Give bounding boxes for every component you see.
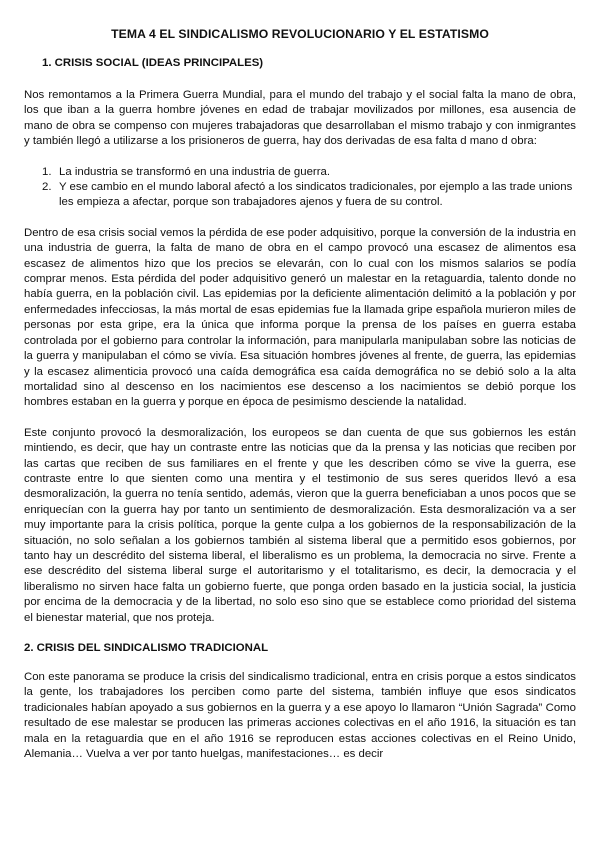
section-crisis-social (24, 56, 576, 626)
section-heading: 1. CRISIS SOCIAL (IDEAS PRINCIPALES) (42, 57, 264, 69)
section-crisis-sindicalismo (24, 641, 576, 762)
list-item-number: 2. (42, 181, 52, 194)
list-item (24, 165, 576, 180)
document-title: TEMA 4 EL SINDICALISMO REVOLUCIONARIO Y EL ESTATISMO (111, 27, 489, 41)
numbered-list (24, 165, 576, 211)
section-heading: 2. CRISIS DEL SINDICALISMO TRADICIONAL (24, 642, 269, 654)
paragraph-desmoralizacion: Este conjunto provocó la desmoralización, los europeos se dan cuenta de que sus gobiernos les están mintiendo, es decir, que hay un contraste entre las noticias que da la prensa y las noticias que reciben por las cartas que reciben de sus familiares en el frente y que les describen cómo se vive la guerra, ese contraste entre lo que sienten como una mentira y el testimonio de sus seres queridos llevó a esa desmoralización, la guerra no tenía sentido, además, vieron que la guerra beneficiaban a unos pocos que se enriquecían con la guerra hay por tanto un sentimiento de desmoralización. Esta desmoralización va a ser muy importante para la crisis política, porque la gente culpa a los gobiernos de la responsabilización de la situación, no solo señalan a los gobiernos también al sistema liberal que a permitido esos gobiernos, por tanto hay un descrédito del sistema liberal, el liberalismo es un problema, la democracia no sirve. Frente a ese descrédito del sistema liberal surge el autoritarismo y el totalitarismo, es decir, la democracia y el liberalismo no sirven hace falta un gobierno fuerte, que ponga orden basado en la justicia social, la justicia por encima de la democracia y de la libertad, no solo eso sino que se establece como prioridad del sistema el bienestar material, que nos proteja. (24, 426, 576, 624)
document-page (24, 26, 576, 777)
paragraph-sindicalismo: Con este panorama se produce la crisis del sindicalismo tradicional, entra en crisis porque a estos sindicatos la gente, los trabajadores los perciben como parte del sistema, también influye que esos sindicatos tradicionales habían apoyado a sus gobiernos en la guerra y a ese apoyo lo llamaron “Unión Sagrada” Como resultado de ese malestar se producen las primeras acciones colectivas en el año 1916, la situación es tan mala en la retaguardia que en el año 1916 se reproducen estas acciones colectivas en el Reino Unido, Alemania… Vuelva a ver por tanto huelgas, manifestaciones… es decir (24, 671, 576, 761)
list-item-text: Y ese cambio en el mundo laboral afectó a los sindicatos tradicionales, por ejemplo a las trade unions les empieza a afectar, porque son trabajadores ajenos y fuera de su control. (59, 181, 573, 209)
paragraph-intro: Nos remontamos a la Primera Guerra Mundial, para el mundo del trabajo y el social falta la mano de obra, los que iban a la guerra hombre jóvenes en edad de trabajar movilizados por millones, esa ausencia de mano de obra se compenso con mujeres trabajadoras que desarrollaban el mismo trabajo y con inmigrantes y también llegó a utilizarse a los prisioneros de guerra, hay dos derivadas de esa falta d mano d obra: (24, 89, 576, 148)
list-item-number: 1. (42, 165, 52, 178)
paragraph-poder-adquisitivo: Dentro de esa crisis social vemos la pérdida de ese poder adquisitivo, porque la conversión de la industria en una industria de guerra, la falta de mano de obra en el campo provocó una escasez de alimentos esa escasez de alimentos hizo que los precios se elevarán, con lo cual con los mismos salarios se podía comprar menos. Esta pérdida del poder adquisitivo generó un malestar en la retaguardia, talento donde no había guerra, en la población civil. Las epidemias por la deficiente alimentación delimitó a la población y por enfermedades infecciosas, la más mortal de esas epidemias fue la llamada gripe española murieron miles de personas por esta gripe, era la única que informa porque la prensa de los países en guerra estaba controlada por el gobierno para controlar la información, para manipularla manipulaban sobre las noticias de la guerra y manipulaban el cómo se vivía. Esa situación hombres jóvenes al frente, de guerra, las epidemias y la escasez alimenticia provocó una caída demográfica esa caída demográfica no se debió solo a la alta mortalidad sino al descenso en los nacimientos ese descenso a los nacimientos se debió porque los hombres estaban en la guerra y porque en época de pesimismo desciende la natalidad. (24, 226, 576, 409)
list-item (24, 180, 576, 211)
list-item-text: La industria se transformó en una industria de guerra. (59, 165, 331, 178)
